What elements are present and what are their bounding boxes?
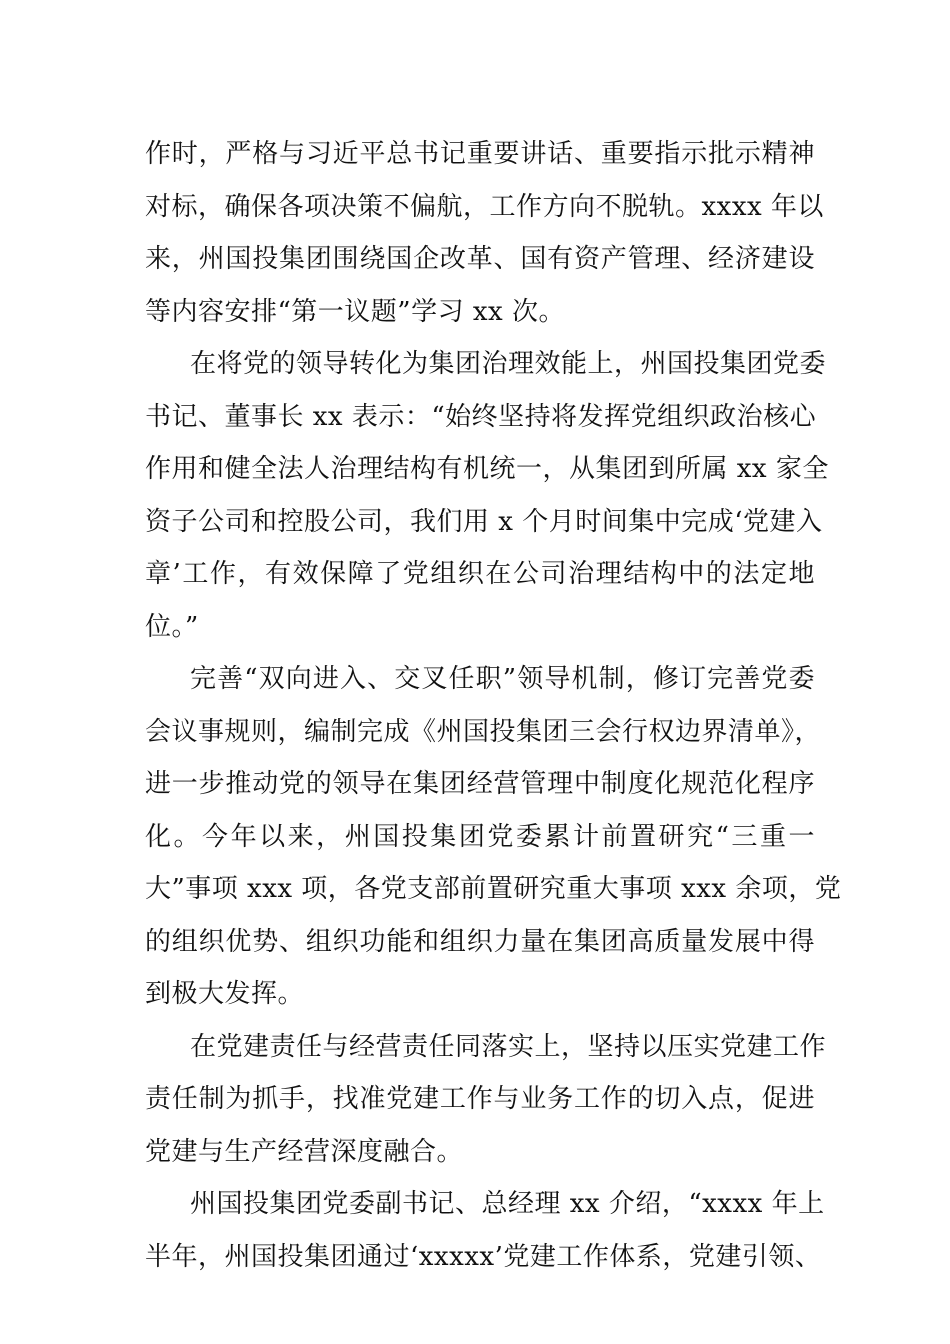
body-text [145,128,842,1283]
paragraph-first-line: 在将党的领导转化为集团治理效能上，州国投集团党委 [190,349,827,379]
text-line: 化。今年以来，州国投集团党委累计前置研究“三重一 [145,821,815,852]
paragraph-first-line: 完善“双向进入、交叉任职”领导机制，修订完善党委 [190,664,815,694]
text-line: 大”事项 xxx 项，各党支部前置研究重大事项 xxx 余项，党 [145,874,842,904]
text-line: 作用和健全法人治理结构有机统一，从集团到所属 xx 家全 [145,454,829,484]
text-line: 章’工作，有效保障了党组织在公司治理结构中的法定地 [145,559,815,589]
text-line: 等内容安排“第一议题”学习 xx 次。 [145,296,565,327]
text-line: 半年，州国投集团通过‘xxxxx’党建工作体系，党建引领、 [145,1241,822,1272]
paragraph-first-line: 州国投集团党委副书记、总经理 xx 介绍，“xxxx 年上 [190,1189,825,1219]
text-line: 来，州国投集团围绕国企改革、国有资产管理、经济建设 [145,244,815,274]
text-line: 位。” [145,611,199,642]
text-line: 资子公司和控股公司，我们用 x 个月时间集中完成‘党建入 [145,506,823,537]
text-line: 党建与生产经营深度融合。 [145,1136,464,1167]
text-line: 对标，确保各项决策不偏航，工作方向不脱轨。xxxx 年以 [145,191,824,222]
text-line: 的组织优势、组织功能和组织力量在集团高质量发展中得 [145,926,815,957]
text-line: 到极大发挥。 [145,979,305,1009]
text-line: 进一步推动党的领导在集团经营管理中制度化规范化程序 [145,769,815,799]
text-line: 会议事规则，编制完成《州国投集团三会行权边界清单》， [145,716,822,747]
text-line: 书记、董事长 xx 表示：“始终坚持将发挥党组织政治核心 [145,401,817,432]
text-line: 责任制为抓手，找准党建工作与业务工作的切入点，促进 [145,1084,815,1114]
paragraph-first-line: 在党建责任与经营责任同落实上，坚持以压实党建工作 [190,1031,827,1062]
text-line: 作时，严格与习近平总书记重要讲话、重要指示批示精神 [145,139,815,169]
